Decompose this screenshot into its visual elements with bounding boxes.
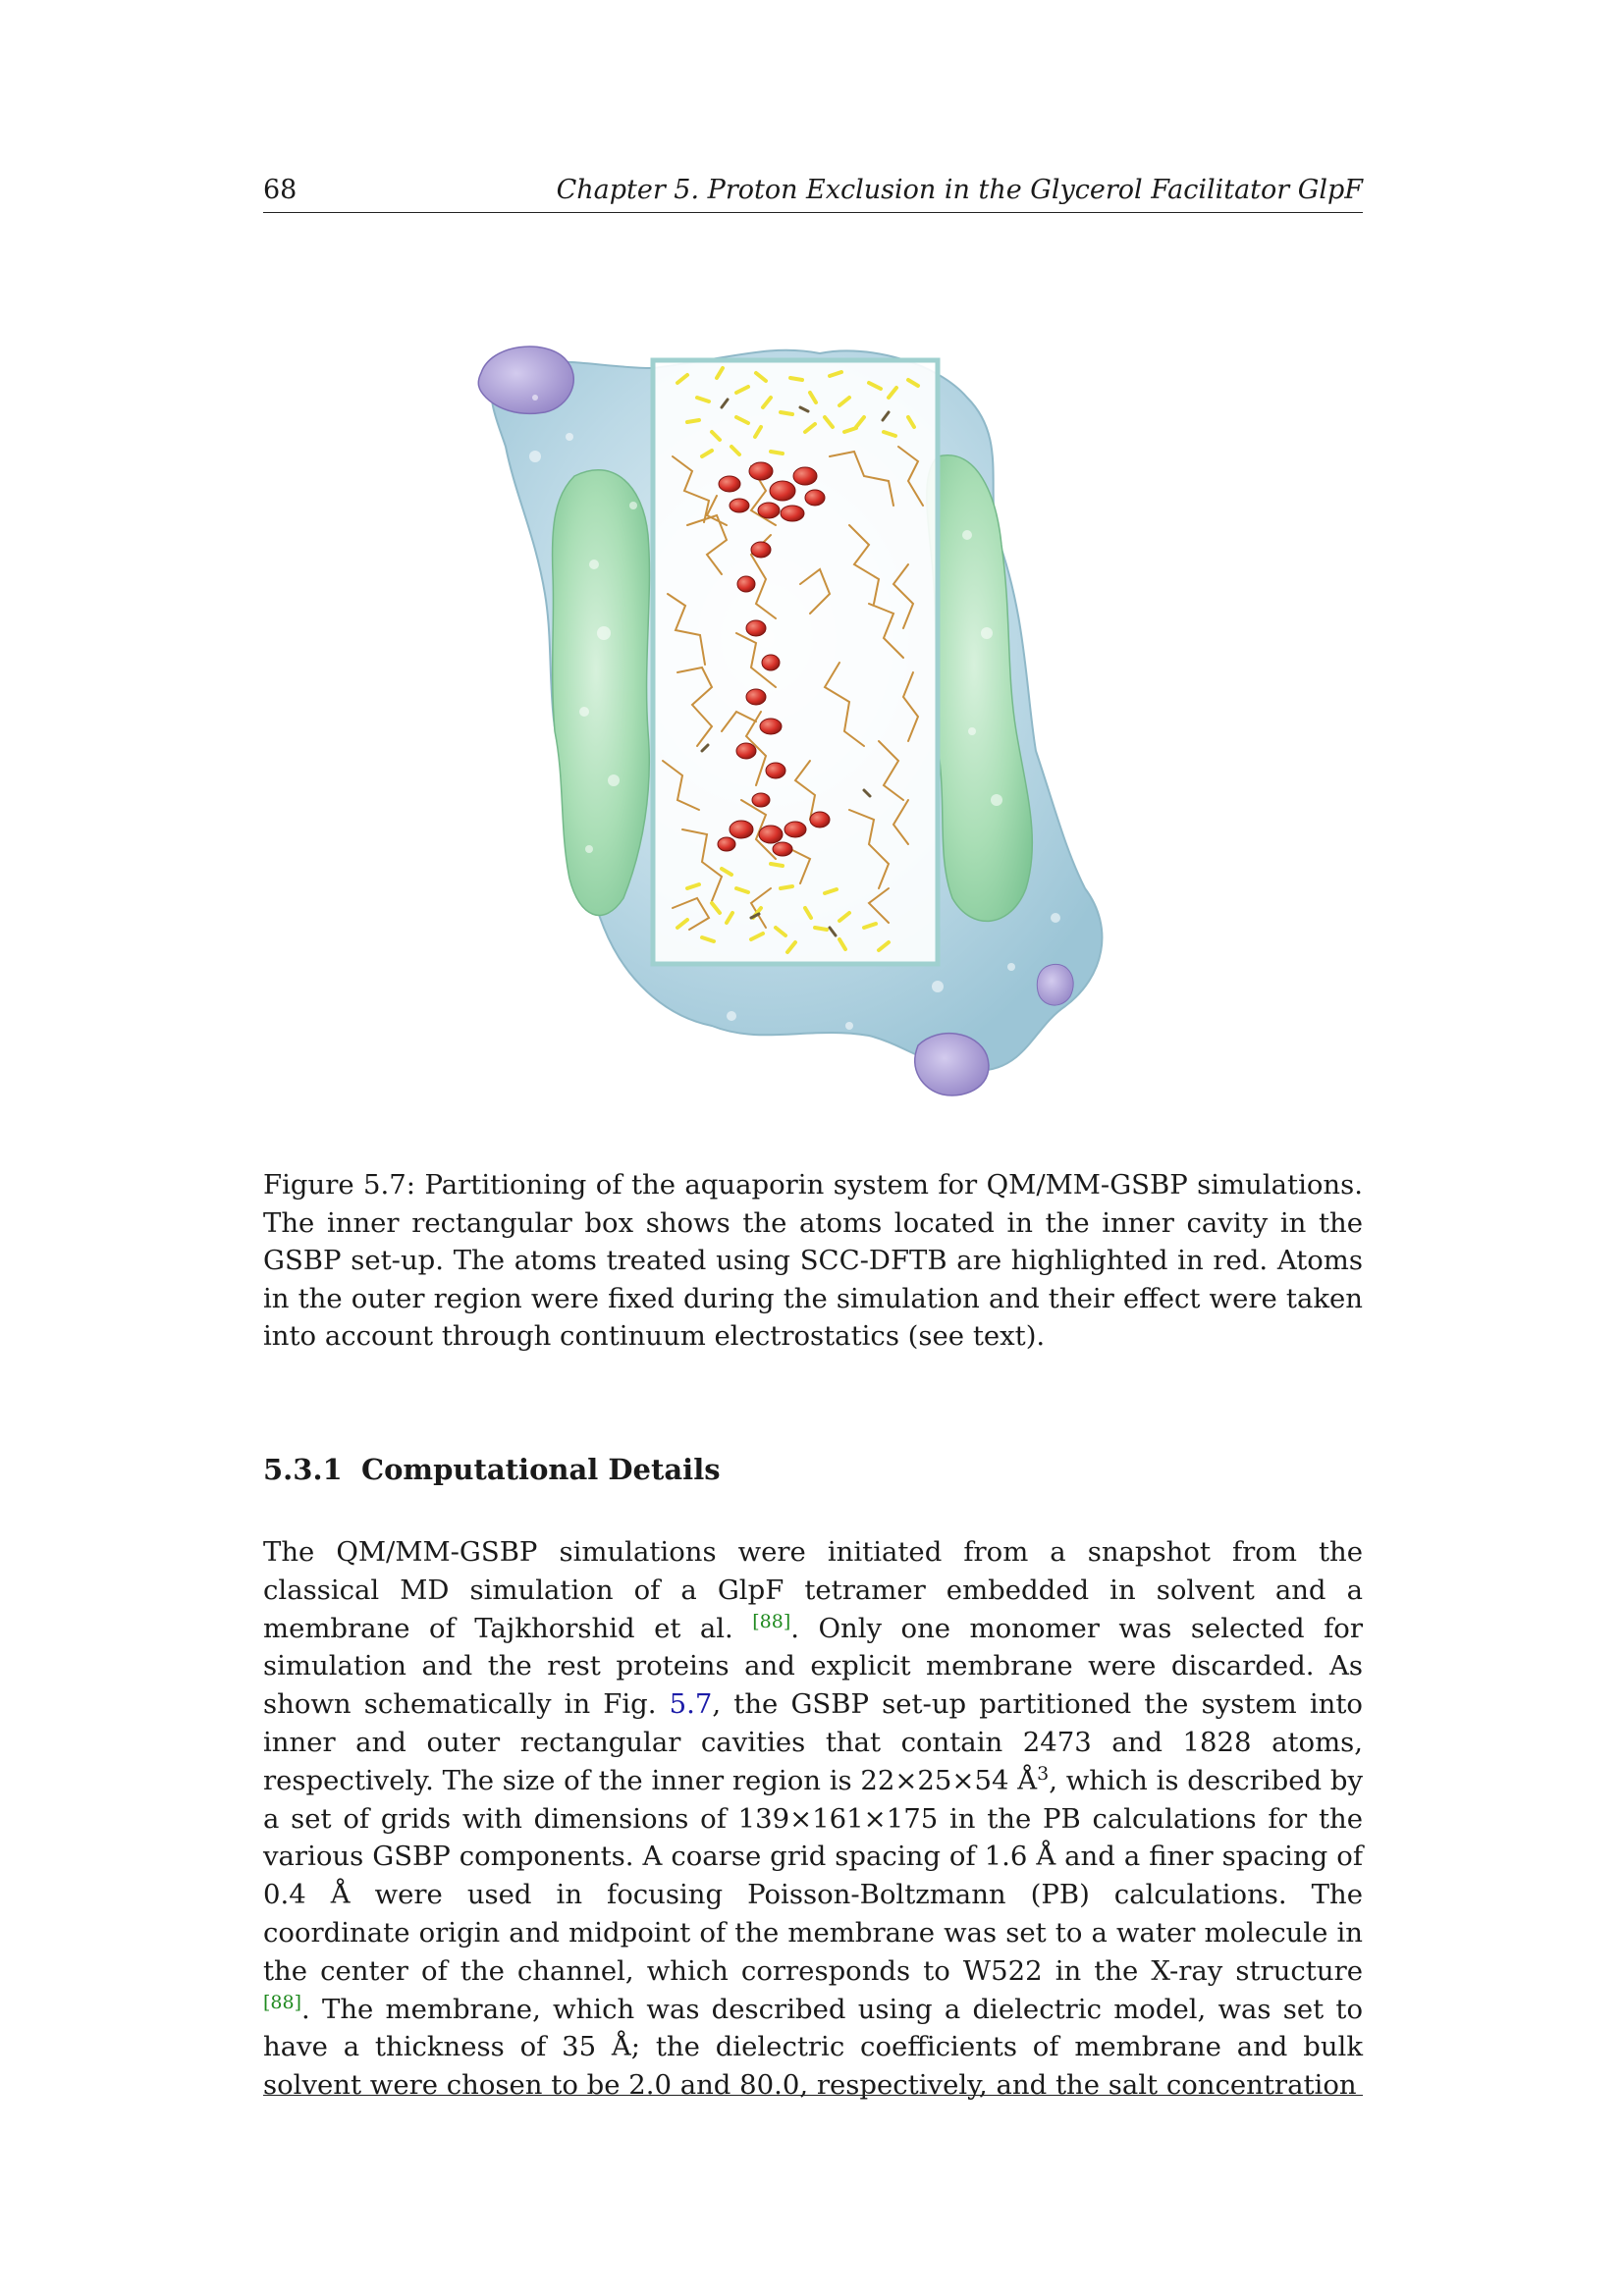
figure-aquaporin-partitioning [476, 339, 1154, 1114]
protein-surface-purple-top [478, 347, 573, 413]
body-text-part-2: . Only one monomer was selected for simulation and the rest proteins and explicit membrane were discarded. As shown schematically in Fig. [263, 1612, 1363, 1721]
figure-caption [263, 1166, 1363, 1356]
protein-surface-illustration [476, 339, 1154, 1114]
caption-text: Partitioning of the aquaporin system for QM/MM-GSBP simulations. The inner rectangular box shows the atoms located in the inner cavity in the GSBP set-up. The atoms treated using SCC-DFTB are highlighted in red. Atoms in the outer region were fixed during the simulation and their effect were taken into account through continuum electrostatics (see text). [263, 1169, 1363, 1352]
body-text-part-3: , the GSBP set-up partitioned the system into inner and outer rectangular cavities that contain 2473 and 1828 atoms, respectively. The size of the inner region is 22×25×54 Å [263, 1688, 1363, 1796]
section-heading [263, 1453, 721, 1486]
body-paragraph [263, 1533, 1363, 2105]
figure-reference-link[interactable]: 5.7 [669, 1688, 713, 1721]
protein-surface-purple-bottom [915, 1034, 989, 1095]
footer-rule [263, 2095, 1363, 2096]
inner-region-backdrop [653, 360, 938, 964]
body-text-part-1: The QM/MM-GSBP simulations were initiated from a snapshot from the classical MD simulation of a GlpF tetramer embedded in solvent and a membrane of Tajkhorshid et al. [263, 1536, 1363, 1644]
protein-surface-purple-right [1037, 964, 1073, 1005]
superscript-3: 3 [1037, 1762, 1050, 1785]
body-text-part-4: , which is described by a set of grids with dimensions of 139×161×175 in the PB calculations for the various GSBP components. A coarse grid spacing of 1.6 Å and a finer spacing of 0.4 Å were used in focusing Poisson-Boltzmann (PB) calculations. The coordinate origin and midpoint of the membrane was set to a water molecule in the center of the channel, which corresponds to W522 in the X-ray structure [263, 1764, 1364, 1987]
citation-link-88-second[interactable]: [88] [263, 1991, 302, 2013]
caption-label: Figure 5.7: [263, 1169, 416, 1201]
citation-link-88[interactable]: [88] [752, 1610, 791, 1632]
protein-surface-green-left [553, 470, 650, 916]
body-text-part-5: . The membrane, which was described using a dielectric model, was set to have a thickness of 35 Å; the dielectric coefficients of membrane and bulk solvent were chosen to be 2.0 and 80.0, respectively, and the salt concentration [263, 1993, 1363, 2102]
page-number: 68 [263, 175, 298, 205]
section-title: Computational Details [361, 1453, 721, 1486]
running-head [263, 169, 1363, 213]
chapter-title: Chapter 5. Proton Exclusion in the Glycerol Facilitator GlpF [556, 175, 1363, 205]
section-number: 5.3.1 [263, 1453, 343, 1486]
